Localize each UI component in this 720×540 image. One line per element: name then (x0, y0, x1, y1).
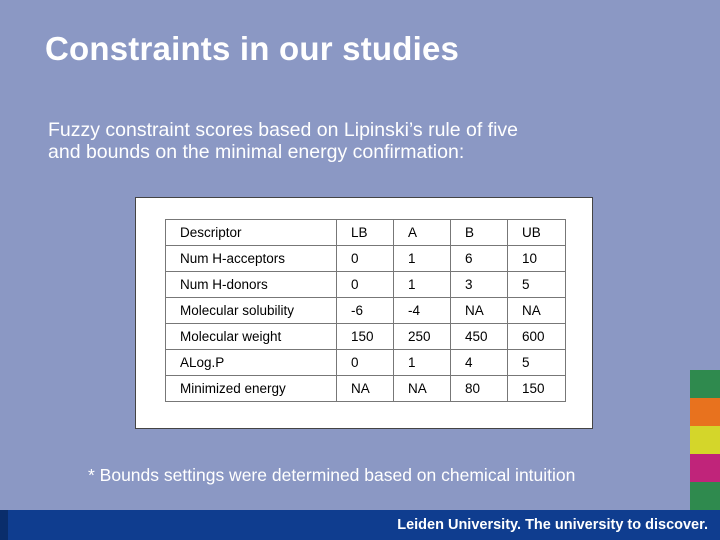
table-header-row (166, 220, 566, 246)
table-cell: -4 (394, 298, 451, 324)
table-cell: 6 (451, 246, 508, 272)
table-cell: 450 (451, 324, 508, 350)
intro-text (48, 119, 688, 163)
color-stripe (690, 482, 720, 510)
table-row (166, 298, 566, 324)
descriptor-table (165, 219, 566, 402)
table-cell: 10 (508, 246, 566, 272)
table-row (166, 272, 566, 298)
table-cell: 3 (451, 272, 508, 298)
table-cell: 600 (508, 324, 566, 350)
header-cell: A (394, 220, 451, 246)
intro-line-1: Fuzzy constraint scores based on Lipinski’s rule of five (48, 119, 519, 141)
header-cell: B (451, 220, 508, 246)
table-cell: Molecular solubility (166, 298, 337, 324)
table-cell: 80 (451, 376, 508, 402)
table-row (166, 246, 566, 272)
color-stripe (690, 454, 720, 482)
table-cell: Num H-acceptors (166, 246, 337, 272)
table-cell: 5 (508, 272, 566, 298)
table-row (166, 324, 566, 350)
table-cell: 1 (394, 350, 451, 376)
table-cell: Minimized energy (166, 376, 337, 402)
table-cell: 0 (337, 272, 394, 298)
table-cell: 1 (394, 272, 451, 298)
table-cell: NA (508, 298, 566, 324)
slide-title: Constraints in our studies (45, 30, 460, 67)
header-cell: Descriptor (166, 220, 337, 246)
color-stripes (690, 370, 720, 510)
table-cell: ALog.P (166, 350, 337, 376)
table-cell: 5 (508, 350, 566, 376)
color-stripe (690, 426, 720, 454)
table-cell: 4 (451, 350, 508, 376)
footnote: * Bounds settings were determined based on chemical intuition (88, 465, 576, 485)
table-cell: NA (394, 376, 451, 402)
table-cell: Molecular weight (166, 324, 337, 350)
bottom-bar-accent (0, 510, 8, 540)
header-cell: LB (337, 220, 394, 246)
table-row (166, 376, 566, 402)
table-container (135, 197, 593, 429)
intro-line-2: and bounds on the minimal energy confirmation: (48, 141, 465, 163)
university-tagline: Leiden University. The university to discover. (397, 517, 708, 533)
table-cell: 250 (394, 324, 451, 350)
bottom-bar (0, 510, 720, 540)
table-cell: NA (337, 376, 394, 402)
table-cell: 1 (394, 246, 451, 272)
table-cell: 150 (337, 324, 394, 350)
table-cell: NA (451, 298, 508, 324)
table-cell: 0 (337, 246, 394, 272)
table-cell: 150 (508, 376, 566, 402)
color-stripe (690, 370, 720, 398)
header-cell: UB (508, 220, 566, 246)
table-cell: Num H-donors (166, 272, 337, 298)
table-row (166, 350, 566, 376)
color-stripe (690, 398, 720, 426)
table-cell: 0 (337, 350, 394, 376)
table-cell: -6 (337, 298, 394, 324)
